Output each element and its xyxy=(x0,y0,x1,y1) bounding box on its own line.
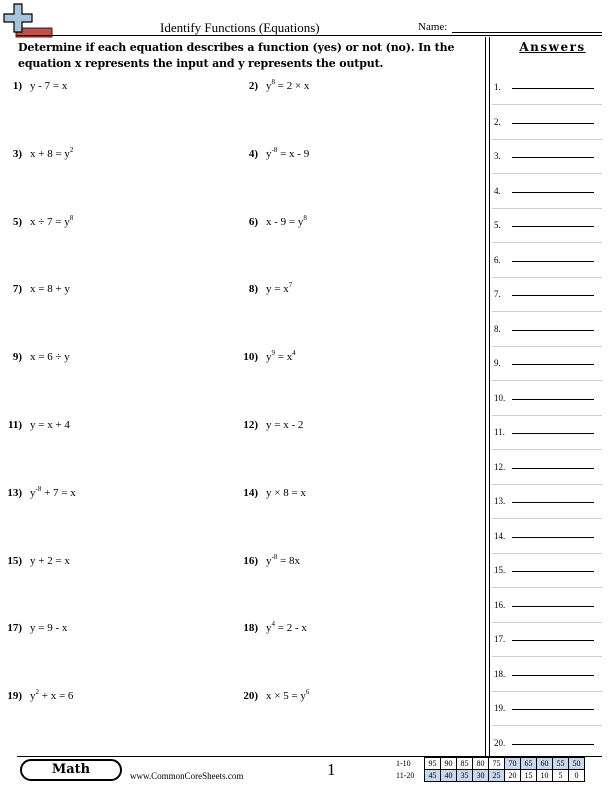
problem-equation: y × 8 = x xyxy=(266,486,306,499)
answer-blank[interactable] xyxy=(512,123,594,124)
answer-label: 18. xyxy=(494,668,506,679)
answer-label: 1. xyxy=(494,82,501,92)
problem-equation: y = x + 4 xyxy=(30,419,70,431)
answer-separator xyxy=(492,242,602,243)
page-number: 1 xyxy=(327,760,336,779)
score-cell: 70 xyxy=(505,758,521,770)
problem-item xyxy=(236,351,296,363)
problem-number: 14) xyxy=(243,486,258,499)
name-label: Name: xyxy=(418,21,448,33)
answer-blank[interactable] xyxy=(512,744,594,745)
problem-number: 19) xyxy=(7,690,22,703)
problem-equation: $y^8 = 2 \times x$ xyxy=(266,78,310,92)
score-cell: 75 xyxy=(489,758,505,770)
problem-item xyxy=(0,351,70,363)
answer-label: 20. xyxy=(494,737,506,748)
answer-separator xyxy=(492,587,602,588)
answer-separator xyxy=(492,415,602,416)
problem-number: 13) xyxy=(7,486,22,499)
column-divider xyxy=(489,37,490,757)
score-cell: 45 xyxy=(425,770,441,782)
answer-blank[interactable] xyxy=(512,157,594,158)
problem-number: 12) xyxy=(243,419,258,431)
problem-equation: y - 7 = x xyxy=(30,80,68,92)
problem-equation: $y = x^7$ xyxy=(266,281,293,296)
answer-label: 7. xyxy=(494,289,501,299)
answer-separator xyxy=(492,173,602,174)
header-rule xyxy=(17,35,602,36)
answer-label: 5. xyxy=(494,220,501,230)
score-cell: 40 xyxy=(441,770,457,782)
answer-blank[interactable] xyxy=(512,606,594,607)
answer-blank[interactable] xyxy=(512,226,594,227)
answer-label: 9. xyxy=(494,358,501,368)
score-cell: 95 xyxy=(425,758,441,770)
answer-blank[interactable] xyxy=(512,261,594,262)
answer-label: 19. xyxy=(494,703,506,713)
answer-separator xyxy=(492,691,602,692)
score-cell: 10 xyxy=(537,770,553,782)
problem-item xyxy=(236,283,292,295)
score-cell: 80 xyxy=(473,758,489,770)
site-url: www.CommonCoreSheets.com xyxy=(130,771,244,781)
problem-number: 10) xyxy=(243,351,258,364)
answer-blank[interactable] xyxy=(512,364,594,365)
answer-label: 14. xyxy=(494,530,506,541)
answer-separator xyxy=(492,553,602,554)
score-row xyxy=(396,770,585,782)
score-cell: 30 xyxy=(473,770,489,782)
problem-number: 2) xyxy=(248,80,258,92)
problem-number: 5) xyxy=(12,215,22,228)
answer-separator xyxy=(492,518,602,519)
score-row-label: 1-10 xyxy=(396,758,411,768)
score-cell: 20 xyxy=(505,770,521,782)
answer-label: 3. xyxy=(494,151,501,161)
worksheet-title: Identify Functions (Equations) xyxy=(160,20,320,35)
problem-number: 7) xyxy=(12,283,22,296)
answer-blank[interactable] xyxy=(512,330,594,331)
problem-equation: y = x - 2 xyxy=(266,419,304,431)
problem-item xyxy=(236,622,307,634)
problem-equation: x = 8 + y xyxy=(30,283,70,296)
score-cell: 25 xyxy=(489,770,505,782)
answer-label: 6. xyxy=(494,254,501,265)
answer-blank[interactable] xyxy=(512,502,594,503)
problem-item xyxy=(0,419,70,431)
answer-separator xyxy=(492,380,602,381)
answer-separator xyxy=(492,484,602,485)
answer-label: 11. xyxy=(494,427,505,437)
problem-item xyxy=(236,213,307,228)
answer-separator xyxy=(492,277,602,278)
subject-badge: Math xyxy=(20,759,122,781)
answer-blank[interactable] xyxy=(512,88,594,89)
instructions: Determine if each equation describes a function (yes) or not (no). In the equation x represents the input and y represents the output. xyxy=(18,41,455,70)
problem-item xyxy=(0,213,74,228)
score-cell: 90 xyxy=(441,758,457,770)
answer-label: 17. xyxy=(494,634,506,644)
math-logo-icon xyxy=(2,2,54,38)
answer-blank[interactable] xyxy=(512,571,594,572)
problem-equation: $y^{-8} = x - 9$ xyxy=(266,145,310,160)
answer-label: 8. xyxy=(494,323,501,334)
answer-separator xyxy=(492,656,602,657)
problem-number: 6) xyxy=(248,215,258,228)
problem-number: 11) xyxy=(7,419,22,431)
score-cell: 65 xyxy=(521,758,537,770)
problem-number: 16) xyxy=(243,554,258,567)
answer-label: 16. xyxy=(494,599,506,610)
answer-separator xyxy=(492,622,602,623)
problem-item xyxy=(236,487,306,499)
problem-number: 1) xyxy=(12,80,22,92)
answer-blank[interactable] xyxy=(512,399,594,400)
answer-separator xyxy=(492,104,602,105)
problem-equation: y = 9 - x xyxy=(30,622,68,635)
score-row-label: 11-20 xyxy=(396,770,415,780)
problem-item xyxy=(236,80,309,92)
problem-item xyxy=(0,622,67,634)
column-divider xyxy=(485,37,486,757)
answer-blank[interactable] xyxy=(512,192,594,193)
problem-equation: $y^9 = x^4$ xyxy=(266,349,296,364)
answer-blank[interactable] xyxy=(512,675,594,676)
problem-number: 4) xyxy=(248,147,258,160)
answer-blank[interactable] xyxy=(512,295,594,296)
score-cell: 50 xyxy=(569,758,585,770)
problem-number: 8) xyxy=(248,283,258,296)
problem-equation: $y^{-8} + 7 = x$ xyxy=(30,484,76,499)
answer-label: 2. xyxy=(494,116,501,127)
problem-number: 18) xyxy=(243,622,258,635)
problem-equation: y + 2 = x xyxy=(30,554,70,567)
answers-title: Answers xyxy=(519,40,586,54)
problem-item xyxy=(0,484,76,499)
answer-separator xyxy=(492,311,602,312)
score-cell: 60 xyxy=(537,758,553,770)
score-table xyxy=(396,757,585,782)
score-cell: 15 xyxy=(521,770,537,782)
answer-separator xyxy=(492,449,602,450)
problem-item xyxy=(0,555,70,567)
answer-blank[interactable] xyxy=(512,468,594,469)
answer-label: 4. xyxy=(494,185,501,196)
problem-equation: $x - 9 = y^8$ xyxy=(266,213,307,228)
problem-equation: $y^2 + x = 6$ xyxy=(30,688,74,703)
problem-equation: $y^{-8} = 8x$ xyxy=(266,552,301,567)
answer-label: 15. xyxy=(494,565,506,575)
answer-label: 13. xyxy=(494,496,506,506)
answer-blank[interactable] xyxy=(512,433,594,434)
score-row xyxy=(396,758,585,770)
answer-blank[interactable] xyxy=(512,537,594,538)
answer-label: 12. xyxy=(494,461,506,472)
answer-separator xyxy=(492,208,602,209)
name-field[interactable] xyxy=(452,32,602,33)
answer-blank[interactable] xyxy=(512,709,594,710)
problem-equation: x = 6 ÷ y xyxy=(30,351,70,364)
problem-equation: $x \div 7 = y^8$ xyxy=(30,213,74,228)
answer-label: 10. xyxy=(494,392,506,403)
problem-item xyxy=(0,690,73,702)
problem-number: 20) xyxy=(243,690,258,703)
score-cell: 5 xyxy=(553,770,569,782)
score-cell: 0 xyxy=(569,770,585,782)
problem-number: 3) xyxy=(12,147,22,160)
problem-item xyxy=(0,145,74,160)
problem-equation: $y^4 = 2 - x$ xyxy=(266,620,307,635)
score-cell: 55 xyxy=(553,758,569,770)
problem-number: 9) xyxy=(12,351,22,364)
problem-number: 17) xyxy=(7,622,22,635)
answer-separator xyxy=(492,139,602,140)
answer-separator xyxy=(492,346,602,347)
problem-number: 15) xyxy=(7,554,22,567)
answer-separator xyxy=(492,725,602,726)
score-cell: 35 xyxy=(457,770,473,782)
problem-item xyxy=(236,552,301,567)
problem-item xyxy=(236,419,303,431)
problem-item xyxy=(0,283,70,295)
problem-item xyxy=(236,145,310,160)
problem-item xyxy=(236,690,309,702)
answer-blank[interactable] xyxy=(512,640,594,641)
score-cell: 85 xyxy=(457,758,473,770)
problem-equation: $x + 8 = y^2$ xyxy=(30,145,74,160)
problem-equation: $x \times 5 = y^6$ xyxy=(266,688,310,703)
problem-item xyxy=(0,80,67,92)
